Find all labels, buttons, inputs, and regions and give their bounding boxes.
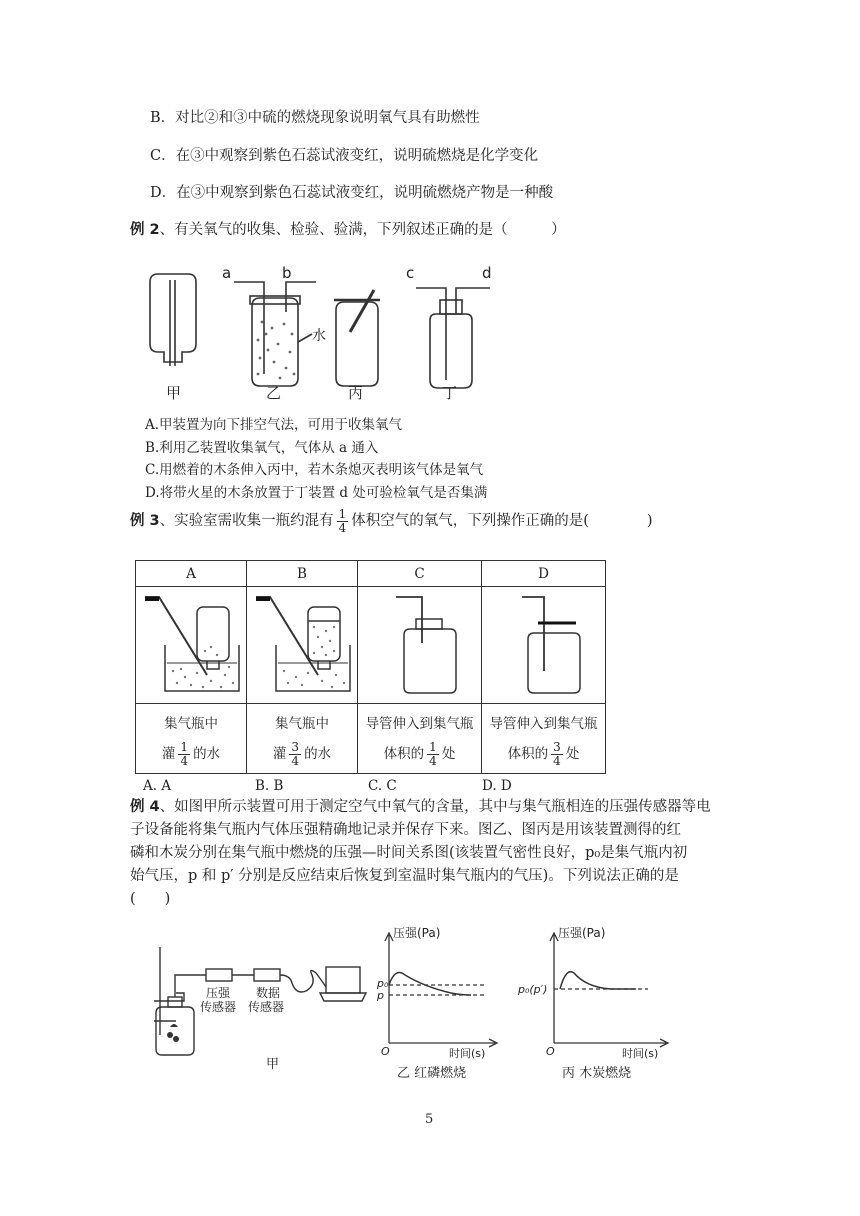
image-a <box>136 587 247 704</box>
tube-c <box>416 288 446 380</box>
example-2-option-d: D.将带火星的木条放置于丁装置 d 处可验检氧气是否集满 <box>145 484 488 501</box>
example-2-text: 、有关氧气的收集、检验、验满，下列叙述正确的是（ ） <box>159 222 566 238</box>
chart-red-phosphorus <box>375 925 505 1085</box>
port-a-label: a <box>222 264 232 282</box>
option-b: B．对比②和③中硫的燃烧现象说明氧气具有助燃性 <box>150 110 480 126</box>
example-3-answers <box>0 778 860 798</box>
page-number: 5 <box>425 1112 434 1127</box>
data-sensor-line-1: 数据 <box>256 986 281 1000</box>
data-sensor-box <box>254 969 280 981</box>
header-b: B <box>247 561 358 587</box>
label-ding: 丁 <box>442 384 458 402</box>
bottle-bing <box>336 302 378 386</box>
pressure-sensor-line-1: 压强 <box>206 986 231 1000</box>
chart-2-origin: O <box>546 1045 555 1058</box>
option-c: C．在③中观察到紫色石蕊试液变红，说明硫燃烧是化学变化 <box>150 148 539 164</box>
header-d: D <box>482 561 606 587</box>
example-2-option-c: C.用燃着的木条伸入丙中，若木条熄灭表明该气体是氧气 <box>145 462 484 478</box>
method-d-figure <box>484 587 604 699</box>
example-2-option-b: B.利用乙装置收集氧气，气体从 a 通入 <box>145 439 379 456</box>
cell-c-text: 导管伸入到集气瓶 体积的 $\frac{1}{4}$ 处 <box>358 704 482 774</box>
example-3-label: 例 3 <box>130 513 160 530</box>
chart-1-p0-label: p₀ <box>377 977 389 990</box>
example-4-line-5: ( ) <box>130 891 171 907</box>
port-b-label: b <box>282 264 292 282</box>
chart-2-caption: 丙 木炭燃烧 <box>562 1066 632 1081</box>
apparatus-caption: 甲 <box>266 1057 280 1072</box>
pressure-sensor-box <box>206 969 232 981</box>
chart-2-xlabel: 时间(s) <box>622 1047 659 1060</box>
example-4-label: 例 4 <box>130 799 160 815</box>
example-4-line-1: 、如图甲所示装置可用于测定空气中氧气的含量，其中与集气瓶相连的压强传感器等电 <box>159 799 711 815</box>
method-b-figure <box>248 587 356 699</box>
method-a-figure <box>137 587 245 699</box>
example-2-option-a: A.甲装置为向下排空气法，可用于收集氧气 <box>145 417 403 433</box>
example-4-line-3: 磷和木炭分别在集气瓶中燃烧的压强—时间关系图(该装置气密性良好，p₀是集气瓶内初 <box>130 845 688 861</box>
method-c-figure <box>360 587 480 699</box>
pressure-curve-phosphorus <box>389 973 471 995</box>
option-d: D．在③中观察到紫色石蕊试液变红，说明硫燃烧产物是一种酸 <box>150 185 554 201</box>
pressure-sensor-apparatus-figure <box>140 935 370 1075</box>
x-axis <box>389 1039 497 1047</box>
bottle-ding <box>430 314 472 388</box>
chart-1-caption: 乙 红磷燃烧 <box>397 1066 467 1081</box>
water-label: 水 <box>312 328 326 344</box>
tube-b <box>286 282 316 312</box>
port-d-label: d <box>482 264 492 282</box>
example-4-line-2: 子设备能将集气瓶内气体压强精确地记录并保存下来。图乙、图丙是用该装置测得的红 <box>130 822 681 838</box>
stopper-ding <box>440 300 462 314</box>
example-2-options <box>145 414 487 504</box>
chart-1-p-label: p <box>377 989 384 1002</box>
data-sensor-line-2: 传感器 <box>248 1000 285 1014</box>
image-b <box>247 587 358 704</box>
tube-d <box>456 288 490 314</box>
header-c: C <box>358 561 482 587</box>
answer-d: D. D <box>482 778 512 794</box>
example-2-label: 例 2 <box>130 222 160 238</box>
example-4-stem <box>130 796 740 911</box>
x-axis <box>554 1039 668 1047</box>
example-2-stem <box>130 218 566 239</box>
bottle-yi <box>252 298 298 386</box>
example-3-stem <box>130 508 653 534</box>
header-a: A <box>136 561 247 587</box>
cell-d-text: 导管伸入到集气瓶 体积的 $\frac{3}{4}$ 处 <box>482 704 606 774</box>
cell-a-text: 集气瓶中 灌 $\frac{1}{4}$ 的水 <box>136 704 247 774</box>
label-yi: 乙 <box>266 384 282 402</box>
answer-b: B. B <box>255 778 284 794</box>
chart-1-xlabel: 时间(s) <box>449 1047 486 1060</box>
stick-bing <box>350 290 374 332</box>
pressure-sensor-line-2: 传感器 <box>200 1000 237 1014</box>
cell-b-text: 集气瓶中 灌 $\frac{3}{4}$ 的水 <box>247 704 358 774</box>
gas-collection-apparatus-figure <box>140 262 520 404</box>
y-axis <box>550 933 558 1043</box>
chart-2-ylabel: 压强(Pa) <box>558 926 606 940</box>
chart-1-origin: O <box>381 1045 390 1058</box>
image-c <box>358 587 482 704</box>
fraction-one-quarter: $\frac{1}{4}$ <box>338 507 347 535</box>
chart-1-ylabel: 压强(Pa) <box>393 926 441 940</box>
example-3-text-before: 、实验室需收集一瓶约混有 <box>159 513 334 530</box>
answer-c: C. C <box>368 778 397 794</box>
image-d <box>482 587 606 704</box>
example-4-line-4: 始气压，p 和 p′ 分别是反应结束后恢复到室温时集气瓶内的气压)。下列说法正确的是 <box>130 868 679 884</box>
answer-a: A. A <box>143 778 172 794</box>
bottle-jia <box>150 274 196 362</box>
example-3-text-after: 体积空气的氧气，下列操作正确的是( ) <box>351 513 653 530</box>
chart-2-p0-label: p₀(p′) <box>518 983 548 996</box>
port-c-label: c <box>406 264 415 282</box>
label-jia: 甲 <box>166 384 182 402</box>
chart-charcoal <box>518 925 680 1085</box>
example-3-table <box>135 560 606 774</box>
laptop-screen <box>326 967 360 993</box>
label-bing: 丙 <box>348 384 364 402</box>
tube-jia <box>170 280 175 366</box>
pressure-curve-charcoal <box>560 972 636 989</box>
